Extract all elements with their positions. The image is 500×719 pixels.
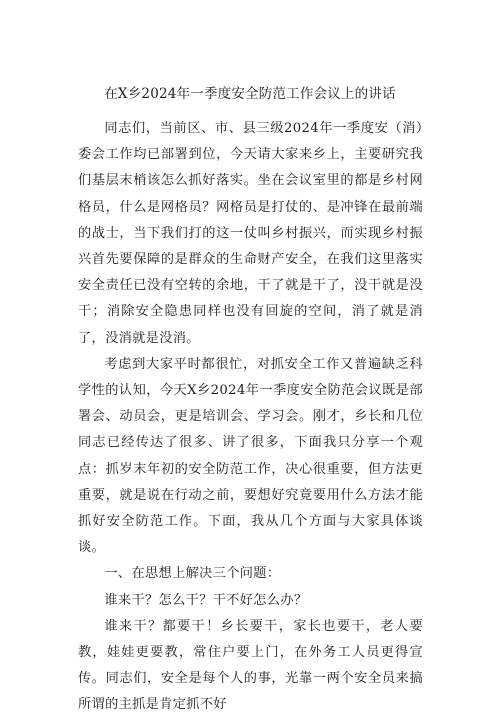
section-heading-1: 一、在思想上解决三个问题： (104, 566, 281, 582)
paragraph-who-acts: 谁来干？都要干！乡长要干，家长也要干，老人要教，娃娃更要教，常住户要上门，在外务工人员更得宣传。同志们，安全是每个人的事，光靠一两个安全员来搞所谓的主抓是肯定抓不好 (78, 618, 423, 713)
paragraph-context: 考虑到大家平时都很忙，对抓安全工作又普遍缺乏科学性的认知，今天X乡2024年一季度安全防范会议既是部署会、动员会，更是培训会、学习会。刚才，乡长和几位同志已经传达了很多、讲了很多，下面我只分享一个观点：抓岁末年初的安全防范工作，决心很重要，但方法更重要，就是说在行动之前，要想好究竟要用什么方法才能抓好安全防范工作。下面，我从几个方面与大家具体谈谈。 (78, 356, 423, 556)
document-title: 在X乡2024年一季度安全防范工作会议上的讲话 (104, 86, 396, 102)
section-questions: 谁来干？怎么干？干不好怎么办？ (104, 592, 308, 608)
paragraph-opening: 同志们，当前区、市、县三级2024年一季度安（消）委会工作均已部署到位，今天请大家来乡上，主要研究我们基层末梢该怎么抓好落实。坐在会议室里的都是乡村网格员，什么是网格员？网格员是打仗的、是冲锋在最前端的战士，当下我们打的这一仗叫乡村振兴，而实现乡村振兴首先要保障的是群众的生命财产安全，在我们这里落实安全责任已没有空转的余地，干了就是干了，没干就是没干；消除安全隐患同样也没有回旋的空间，消了就是消了，没消就是没消。 (78, 121, 423, 346)
document-body (78, 116, 423, 719)
